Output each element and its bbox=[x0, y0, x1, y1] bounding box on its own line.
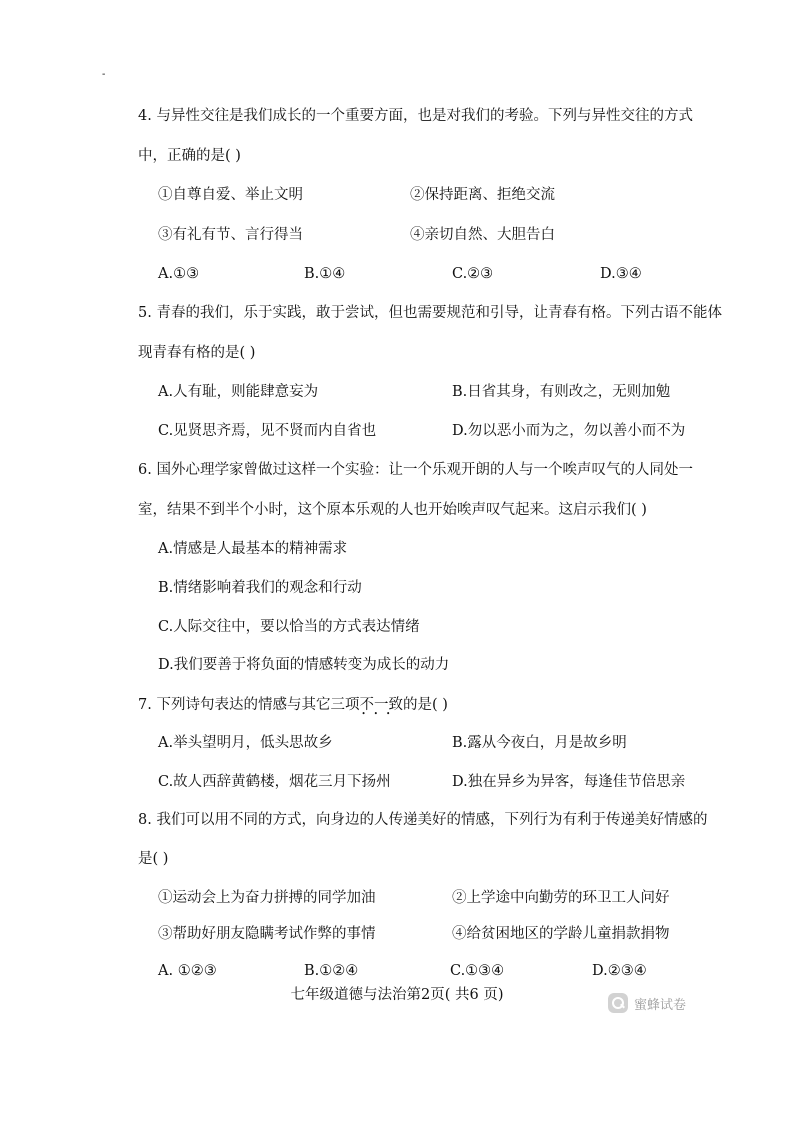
question-7-stem-before: 7. 下列诗句表达的情感与其它三项 bbox=[138, 697, 360, 713]
question-7-choice-a: A.举头望明月，低头思故乡 bbox=[158, 735, 333, 751]
question-8-choice-a: A. ①②③ bbox=[158, 963, 217, 979]
question-7-emphasis: 不一致 • • • bbox=[359, 695, 403, 715]
question-8-item-2: ②上学途中向勤劳的环卫工人问好 bbox=[452, 890, 670, 906]
question-4-choice-b: B.①④ bbox=[304, 266, 346, 282]
question-8-item-4: ④给贫困地区的学龄儿童捐款捐物 bbox=[452, 926, 670, 942]
page-footer: 七年级道德与法治第2页( 共6 页) bbox=[290, 987, 504, 1003]
question-5-choice-a: A.人有耻，则能肆意妄为 bbox=[158, 384, 319, 400]
question-4-choice-c: C.②③ bbox=[452, 266, 494, 282]
question-5-stem-line-2: 现青春有格的是( ) bbox=[138, 345, 256, 361]
question-6-choice-b: B.情绪影响着我们的观念和行动 bbox=[158, 580, 362, 596]
watermark-text: 蜜蜂试卷 bbox=[634, 997, 687, 1013]
page-mark: - bbox=[102, 69, 106, 80]
question-6-stem-line-2: 室，结果不到半个小时，这个原本乐观的人也开始唉声叹气起来。这启示我们( ) bbox=[138, 502, 647, 518]
question-6-stem-line-1: 6. 国外心理学家曾做过这样一个实验：让一个乐观开朗的人与一个唉声叹气的人同处一 bbox=[138, 462, 693, 478]
question-4-item-4: ④亲切自然、大胆告白 bbox=[410, 227, 555, 243]
question-8-choice-d: D.②③④ bbox=[592, 963, 647, 979]
question-6-choice-a: A.情感是人最基本的精神需求 bbox=[158, 541, 348, 557]
question-4-choice-a: A.①③ bbox=[158, 266, 200, 282]
question-5-choice-b: B.日省其身，有则改之，无则加勉 bbox=[452, 384, 671, 400]
search-logo-icon bbox=[608, 993, 628, 1013]
question-5-choice-d: D.勿以恶小而为之，勿以善小而不为 bbox=[452, 423, 686, 439]
question-8-item-1: ①运动会上为奋力拼搏的同学加油 bbox=[158, 890, 376, 906]
question-4-item-2: ②保持距离、拒绝交流 bbox=[410, 187, 555, 203]
question-8-stem-line-2: 是( ) bbox=[138, 851, 169, 867]
question-6-choice-c: C.人际交往中，要以恰当的方式表达情绪 bbox=[158, 619, 420, 635]
question-5-choice-c: C.见贤思齐焉，见不贤而内自省也 bbox=[158, 423, 377, 439]
question-5-stem-line-1: 5. 青春的我们，乐于实践，敢于尝试，但也需要规范和引导，让青春有格。下列古语不能体 bbox=[138, 305, 722, 321]
question-4-stem-line-2: 中，正确的是( ) bbox=[138, 148, 241, 164]
question-8-choice-b: B.①②④ bbox=[304, 963, 359, 979]
question-4-stem-line-1: 4. 与异性交往是我们成长的一个重要方面，也是对我们的考验。下列与异性交往的方式 bbox=[138, 108, 693, 124]
question-7-choice-d: D.独在异乡为异客，每逢佳节倍思亲 bbox=[452, 774, 686, 790]
question-4-choice-d: D.③④ bbox=[600, 266, 642, 282]
question-4-item-1: ①自尊自爱、举止文明 bbox=[158, 187, 303, 203]
question-7-choice-c: C.故人西辞黄鹤楼，烟花三月下扬州 bbox=[158, 774, 391, 790]
question-7-stem bbox=[138, 695, 448, 715]
question-8-choice-c: C.①③④ bbox=[450, 963, 505, 979]
question-8-stem-line-1: 8. 我们可以用不同的方式，向身边的人传递美好的情感，下列行为有利于传递美好情感的 bbox=[138, 812, 708, 828]
question-8-item-3: ③帮助好朋友隐瞒考试作弊的事情 bbox=[158, 926, 376, 942]
question-7-choice-b: B.露从今夜白，月是故乡明 bbox=[452, 735, 627, 751]
question-7-stem-after: 的是( ) bbox=[402, 697, 448, 713]
question-4-item-3: ③有礼有节、言行得当 bbox=[158, 227, 303, 243]
question-6-choice-d: D.我们要善于将负面的情感转变为成长的动力 bbox=[158, 657, 450, 673]
watermark bbox=[608, 993, 686, 1013]
